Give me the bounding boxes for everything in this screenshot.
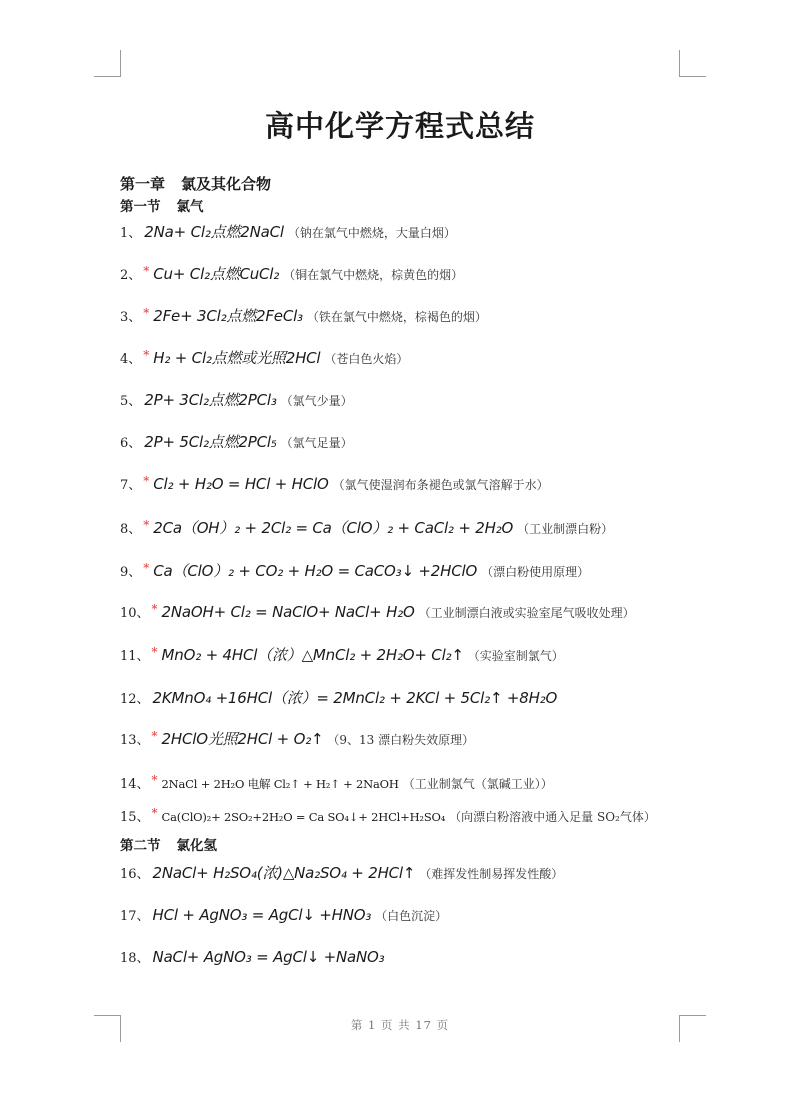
equation-note: （钠在氯气中燃烧，大量白烟）: [287, 226, 456, 240]
equation-row: [120, 517, 613, 538]
equation-formula: Cl₂ + H₂O = HCl + HClO: [153, 475, 329, 493]
equation-note: （工业制漂白粉）: [517, 522, 614, 536]
key-star-icon: *: [151, 773, 158, 787]
key-star-icon: *: [143, 474, 150, 488]
equation-row: [120, 773, 553, 792]
chapter-name: 氯及其化合物: [181, 175, 272, 193]
equation-row: [120, 862, 563, 883]
equation-note: （铜在氯气中燃烧，棕黄色的烟）: [283, 268, 464, 282]
equation-number: 17、: [120, 909, 150, 924]
equation-note: （工业制漂白液或实验室尾气吸收处理）: [418, 606, 635, 620]
equation-row: [120, 947, 384, 966]
equation-row: [120, 905, 447, 924]
crop-mark-top-left: [94, 50, 121, 77]
section-label: 第二节: [120, 838, 161, 854]
equation-formula: 2P+ 5Cl₂点燃2PCl₅: [144, 433, 277, 451]
equation-formula: NaCl+ AgNO₃ = AgCl↓ +NaNO₃: [152, 948, 385, 966]
equation-number: 15、: [120, 810, 150, 825]
equation-number: 12、: [120, 692, 150, 707]
crop-mark-top-right: [679, 50, 706, 77]
equation-row: [120, 305, 487, 326]
equation-row: [120, 389, 353, 410]
equation-formula: 2Fe+ 3Cl₂点燃2FeCl₃: [153, 307, 303, 325]
equation-row: [120, 560, 589, 581]
section-label: 第一节: [120, 199, 161, 215]
equation-number: 5、: [120, 394, 142, 409]
equation-number: 18、: [120, 951, 150, 966]
page-footer: 第 1 页 共 17 页: [350, 1018, 450, 1032]
equation-row: [120, 474, 549, 493]
equation-formula: Ca（ClO）₂ + CO₂ + H₂O = CaCO₃↓ +2HClO: [153, 562, 478, 580]
equation-formula: H₂ + Cl₂点燃或光照2HCl: [153, 349, 321, 367]
equation-formula: Cu+ Cl₂点燃CuCl₂: [153, 265, 280, 283]
equation-note: （苍白色火焰）: [324, 352, 409, 366]
key-star-icon: *: [151, 602, 158, 616]
section-name: 氯化氢: [176, 838, 217, 854]
equation-formula: 2Ca（OH）₂ + 2Cl₂ = Ca（ClO）₂ + CaCl₂ + 2H₂O: [153, 519, 514, 537]
equation-row: [120, 347, 408, 368]
equation-formula: HCl + AgNO₃ = AgCl↓ +HNO₃: [152, 906, 372, 924]
key-star-icon: *: [143, 518, 150, 532]
equation-note: （难挥发性制易挥发性酸）: [419, 867, 564, 881]
equation-note: （氯气足量）: [280, 436, 353, 450]
equation-note: （向漂白粉溶液中通入足量 SO₂气体）: [449, 810, 656, 824]
section-heading-1: [120, 195, 204, 215]
equation-note: （氯气少量）: [280, 394, 353, 408]
equation-row: [120, 263, 463, 284]
equation-number: 1、: [120, 226, 142, 241]
equation-formula: 2HClO光照2HCl + O₂↑: [161, 730, 324, 748]
chapter-heading: [120, 173, 271, 194]
equation-row: [120, 687, 557, 708]
equation-note: （铁在氯气中燃烧，棕褐色的烟）: [306, 310, 487, 324]
equation-row: [120, 806, 656, 825]
key-star-icon: *: [151, 729, 158, 743]
chapter-label: 第一章: [120, 175, 166, 193]
equation-formula: 2NaOH+ Cl₂ = NaClO+ NaCl+ H₂O: [161, 603, 415, 621]
equation-note: （漂白粉使用原理）: [481, 565, 590, 579]
equation-formula: 2P+ 3Cl₂点燃2PCl₃: [144, 391, 277, 409]
equation-number: 4、: [120, 352, 142, 367]
equation-number: 13、: [120, 733, 150, 748]
equation-formula: 2KMnO₄ +16HCl（浓）= 2MnCl₂ + 2KCl + 5Cl₂↑ +8H₂O: [152, 689, 558, 707]
equation-row: [120, 602, 635, 621]
section-name: 氯气: [176, 199, 204, 215]
section-heading-2: [120, 834, 217, 854]
equation-formula: MnO₂ + 4HCl（浓）△MnCl₂ + 2H₂O+ Cl₂↑: [161, 646, 464, 664]
equation-note: （9、13 漂白粉失效原理）: [327, 733, 475, 747]
key-star-icon: *: [151, 806, 158, 820]
equation-number: 11、: [120, 649, 150, 664]
equation-row: [120, 431, 353, 452]
key-star-icon: *: [151, 645, 158, 659]
equation-number: 6、: [120, 436, 142, 451]
equation-number: 9、: [120, 565, 142, 580]
key-star-icon: *: [143, 561, 150, 575]
equation-note: （工业制氯气（氯碱工业））: [402, 777, 553, 791]
equation-row: [120, 644, 564, 665]
equation-formula: 2NaCl+ H₂SO₄(浓)△Na₂SO₄ + 2HCl↑: [152, 864, 416, 882]
equation-formula: 2NaCl + 2H₂O 电解 Cl₂↑ + H₂↑ + 2NaOH: [161, 777, 399, 791]
equation-number: 7、: [120, 478, 142, 493]
equation-note: （实验室制氯气）: [467, 649, 564, 663]
equation-number: 2、: [120, 268, 142, 283]
key-star-icon: *: [143, 348, 150, 362]
page-title: 高中化学方程式总结: [264, 109, 535, 143]
equation-row: [120, 728, 474, 749]
equation-number: 10、: [120, 606, 150, 621]
equation-number: 8、: [120, 522, 142, 537]
key-star-icon: *: [143, 264, 150, 278]
equation-number: 3、: [120, 310, 142, 325]
equation-formula: 2Na+ Cl₂点燃2NaCl: [144, 223, 284, 241]
equation-number: 16、: [120, 867, 150, 882]
equation-number: 14、: [120, 777, 150, 792]
key-star-icon: *: [143, 306, 150, 320]
equation-row: [120, 221, 456, 242]
equation-note: （白色沉淀）: [375, 909, 448, 923]
equation-formula: Ca(ClO)₂+ 2SO₂+2H₂O = Ca SO₄↓+ 2HCl+H₂SO₄: [161, 810, 446, 824]
equation-note: （氯气使湿润布条褪色或氯气溶解于水）: [332, 478, 549, 492]
